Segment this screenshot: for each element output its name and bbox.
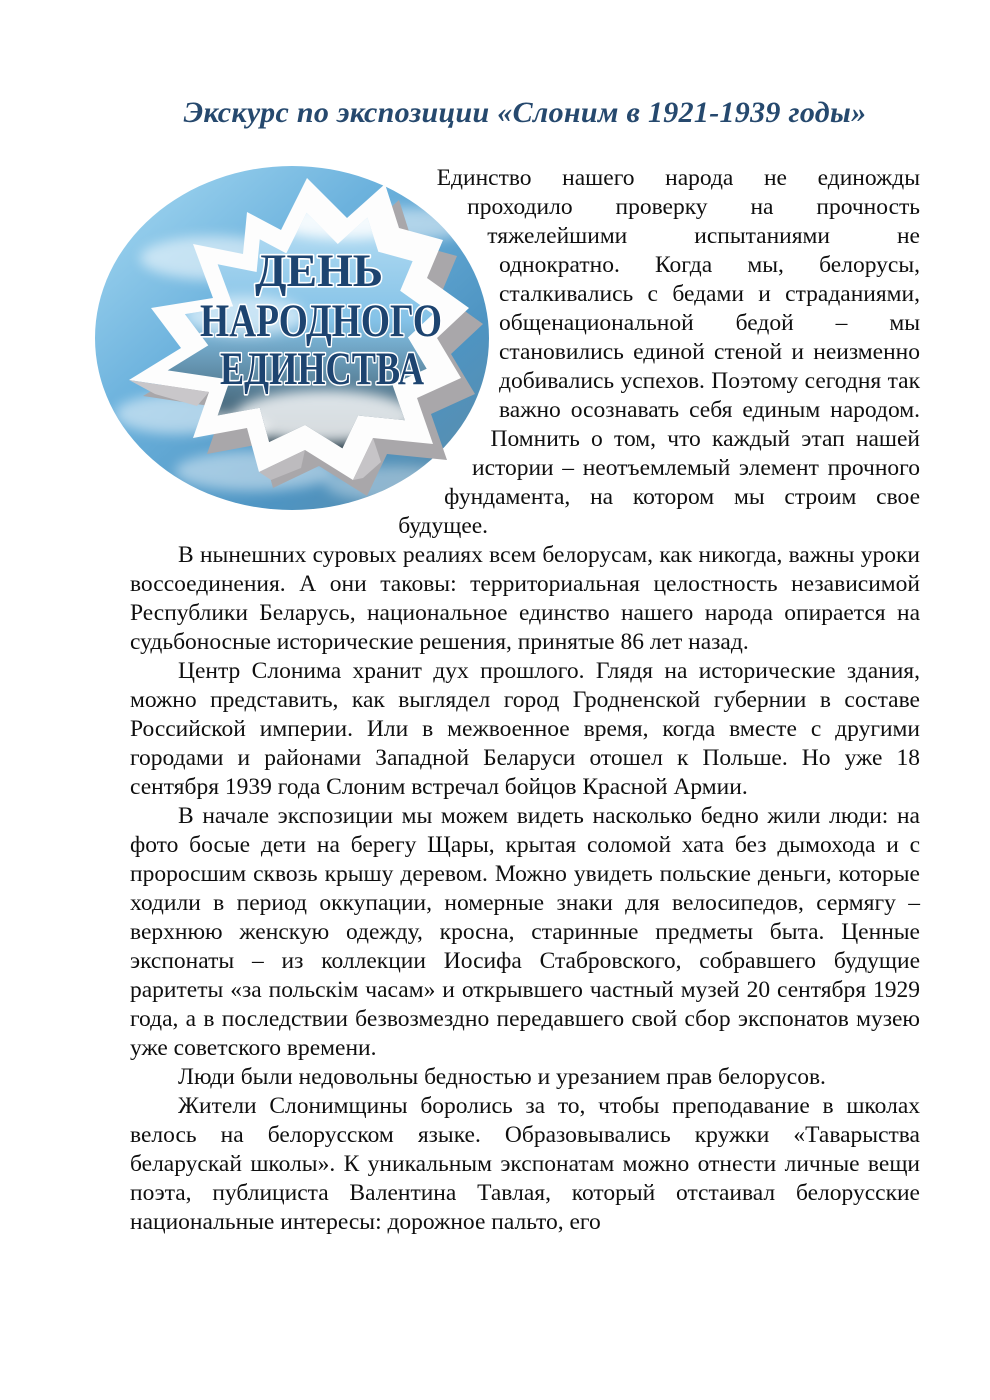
- paragraph-lessons: В нынешних суровых реалиях всем белорусам, как никогда, важны уроки воссоединения. А они таковы: территориальная целостность независимой Республики Беларусь, национальное единство нашего народа опирается на судьбоносные исторические решения, принятые 86 лет назад.: [130, 542, 920, 655]
- logo-line-3: ЕДИНСТВА: [220, 343, 425, 395]
- national-unity-day-logo: [95, 166, 489, 510]
- paragraph-schools: Жители Слонимщины боролись за то, чтобы преподавание в школах велось на белорусском языке. Образовывались кружки «Таварыства беларускай школы». К уникальным экспонатам можно отнести личные вещи поэта, публициста Валентина Тавлая, который отстаивал белорусские национальные интересы: дорожное пальто, его: [130, 1093, 920, 1235]
- page-title: Экскурс по экспозиции «Слоним в 1921-1939 годы»: [183, 96, 867, 129]
- logo-line-2: НАРОДНОГО: [200, 295, 442, 347]
- paragraph-slonim-center: Центр Слонима хранит дух прошлого. Глядя на исторические здания, можно представить, как выглядел город Гродненской губернии в составе Российской империи. Или в межвоенное время, когда вместе с другими городами и районами Западной Беларуси отошел к Польше. Но уже 18 сентября 1939 года Слоним встречал бойцов Красной Армии.: [130, 658, 920, 800]
- paragraph-discontent: Люди были недовольны бедностью и урезанием прав белорусов.: [178, 1064, 826, 1090]
- national-unity-day-logo-image: [95, 166, 489, 510]
- paragraph-exposition-start: В начале экспозиции мы можем видеть насколько бедно жили люди: на фото босые дети на берегу Щары, крытая соломой хата без дымохода и с проросшим сквозь крышу деревом. Можно увидеть польские деньги, которые ходили в период оккупации, номерные знаки для велосипедов, сермягу – верхнюю женскую одежду, кросна, старинные предметы быта. Ценные экспонаты – из коллекции Иосифа Стабровского, собравшего будущие раритеты «за польскім часам» и открывшего частный музей 20 сентября 1929 года, а в последствии безвозмездно передавшего свой сбор экспонатов музею уже советского времени.: [130, 803, 920, 1061]
- paragraph-intro: Единство нашего народа не единожды проходило проверку на прочность тяжелейшими испытаниями не однократно. Когда мы, белорусы, сталкивались с бедами и страданиями, общенациональной бедой – мы становились единой стеной и неизменно добивались успехов. Поэтому сегодня так важно осознавать себя единым народом. Помнить о том, что каждый этап нашей истории – неотъемлемый элемент прочного фундамента, на котором мы строим свое будущее.: [398, 165, 920, 539]
- document-content: [130, 94, 920, 1237]
- logo-line-1: ДЕНЬ: [255, 245, 383, 297]
